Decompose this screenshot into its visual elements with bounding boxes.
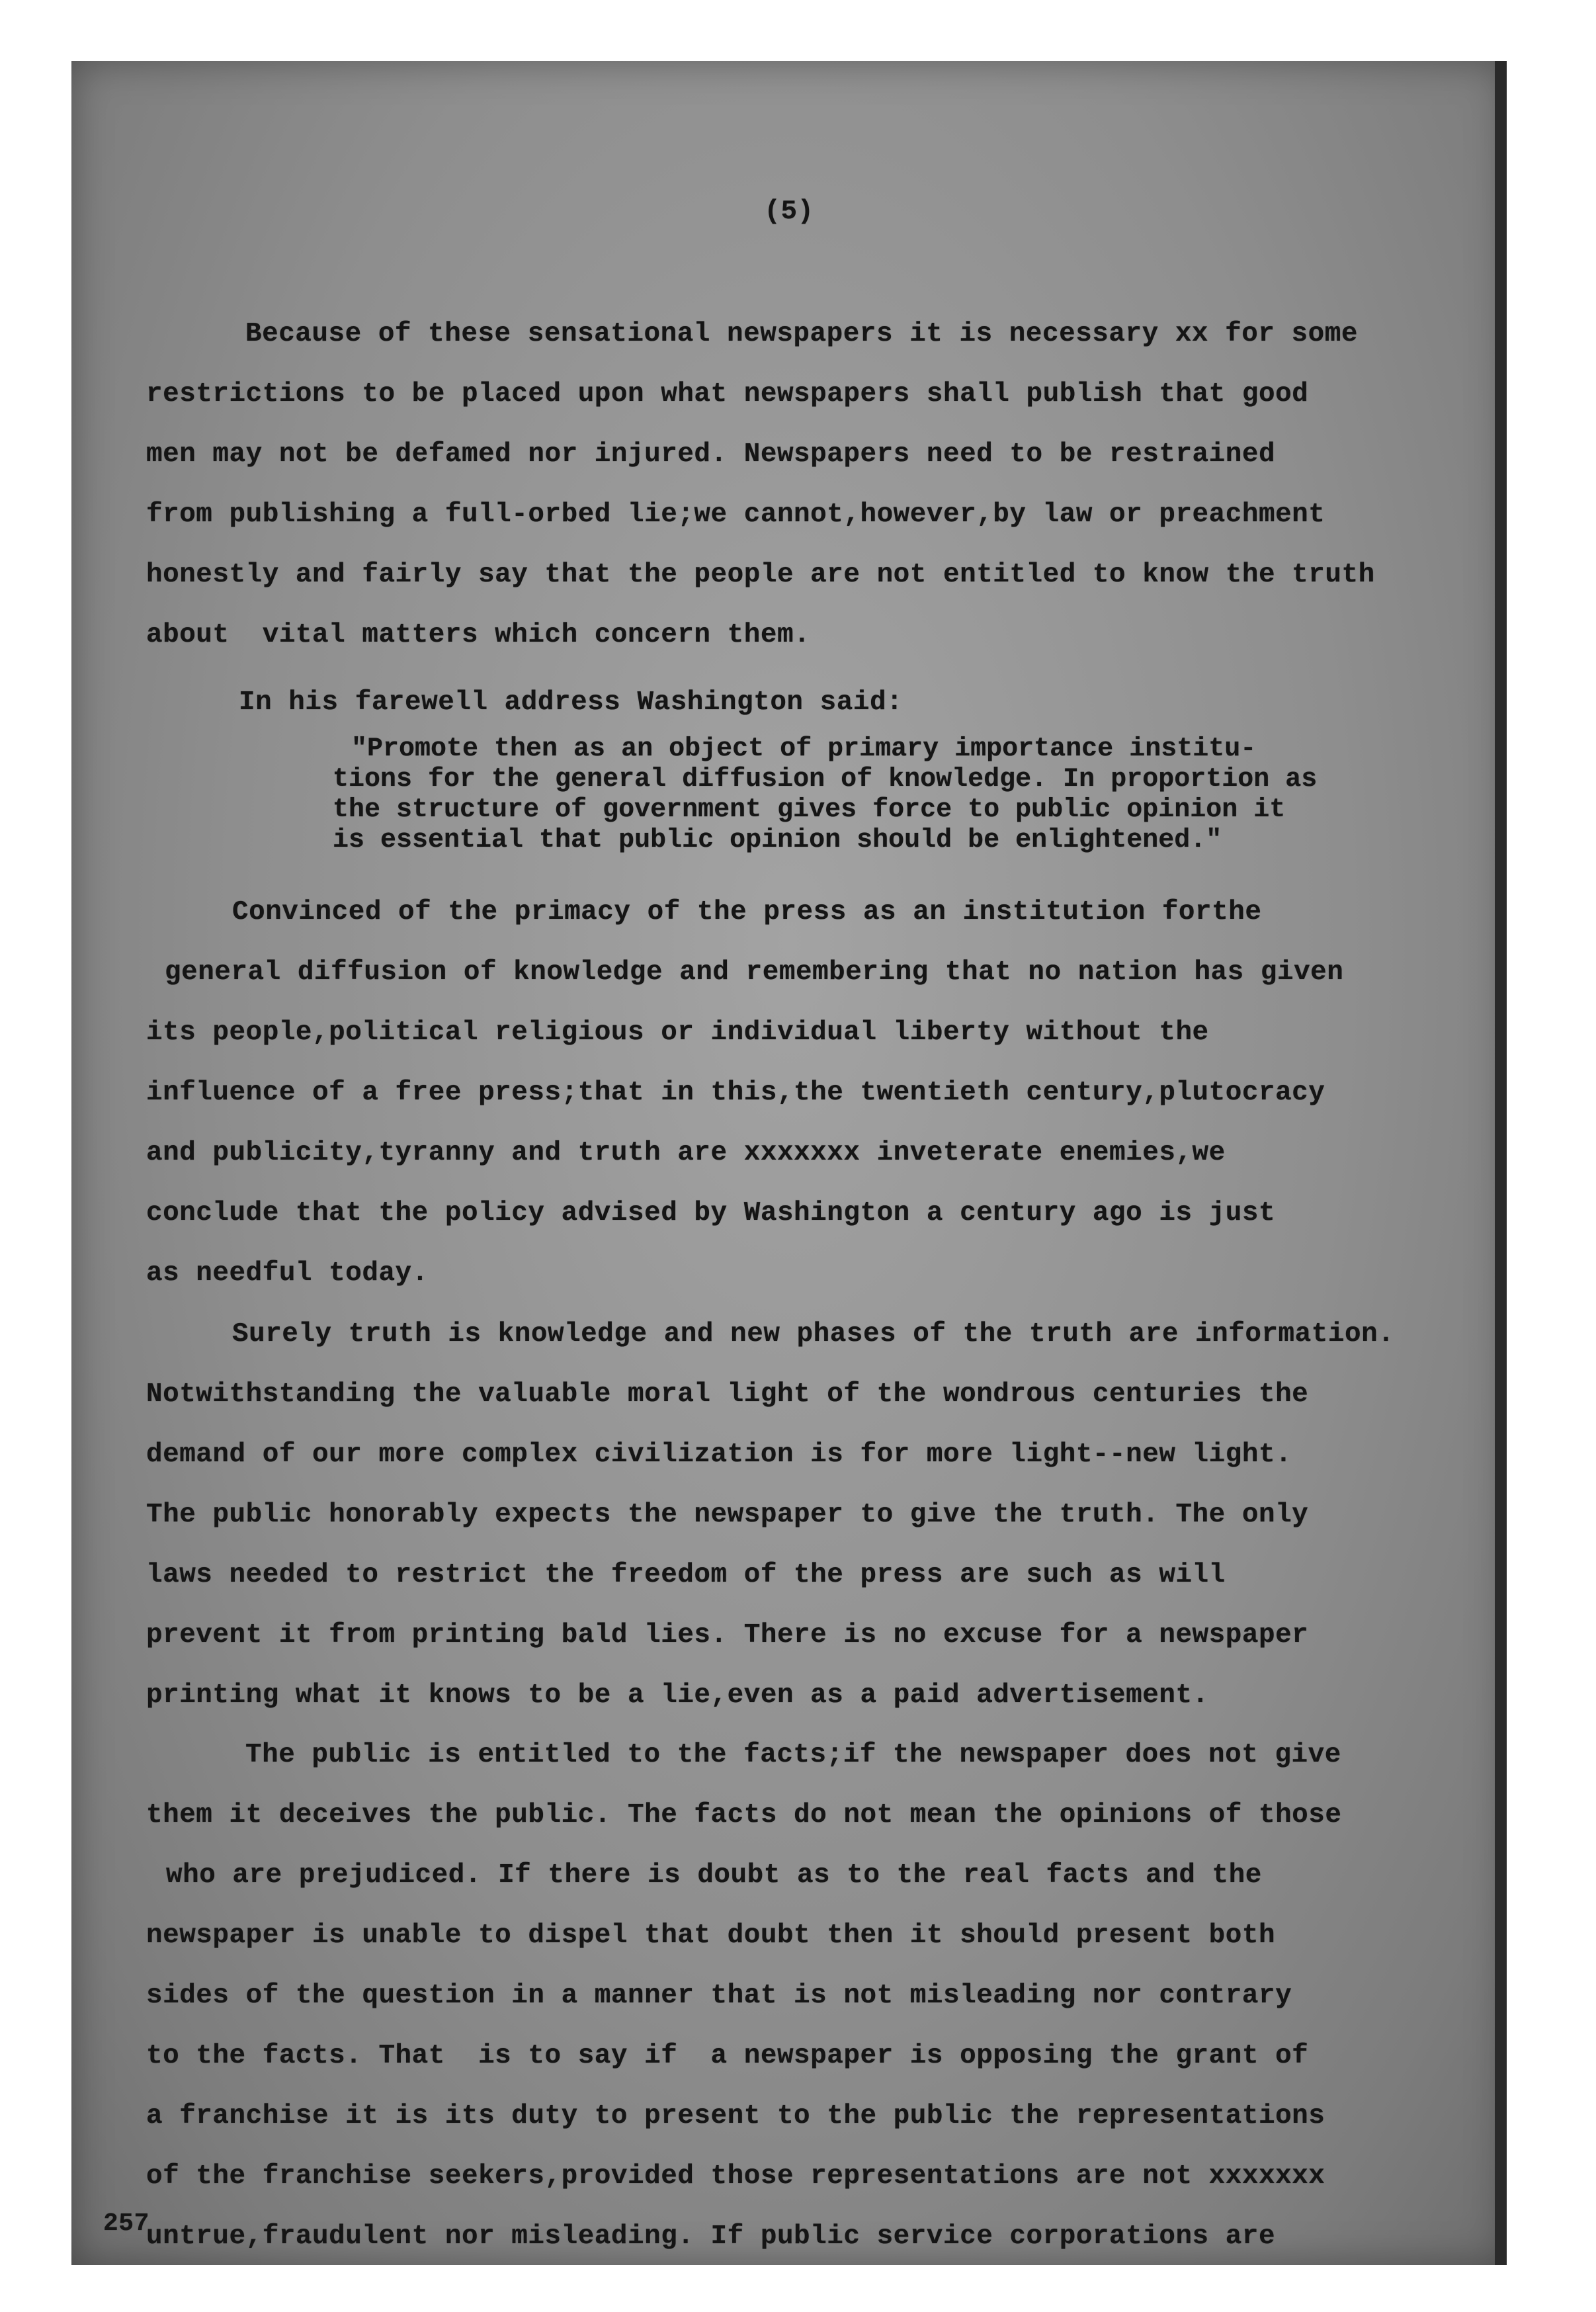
text-line: sides of the question in a manner that is not misleading nor contrary [146, 1981, 1292, 2011]
paragraph-surely-truth [146, 1305, 1489, 1726]
text-line: restrictions to be placed upon what newspapers shall publish that good [146, 379, 1309, 409]
text-line: about vital matters which concern them. [146, 620, 811, 650]
text-line: influence of a free press;that in this,the twentieth century,plutocracy [146, 1078, 1325, 1108]
text-line: as needful today. [146, 1258, 429, 1289]
text-line: In his farewell address Washington said: [239, 687, 903, 718]
text-line: its people,political religious or individual liberty without the [146, 1017, 1209, 1048]
text-line: Because of these sensational newspapers it is necessary xx for some [245, 319, 1358, 349]
text-line: conclude that the policy advised by Washington a century ago is just [146, 1198, 1276, 1228]
paragraph-sensational-newspapers [146, 304, 1489, 665]
text-line: a franchise it is its duty to present to the public the representations [146, 2101, 1325, 2131]
text-line: honestly and fairly say that the people are not entitled to know the truth [146, 560, 1375, 590]
text-line: laws needed to restrict the freedom of the press are such as will [146, 1560, 1226, 1590]
paragraph-farewell-address [146, 673, 1489, 733]
quote-line: tions for the general diffusion of knowledge. In proportion as [333, 765, 1318, 794]
text-line: prevent it from printing bald lies. There is no excuse for a newspaper [146, 1620, 1309, 1650]
text-line: Convinced of the primacy of the press as an institution forthe [232, 897, 1262, 927]
paragraph-public-entitled [146, 1725, 1489, 2265]
text-line: who are prejudiced. If there is doubt as to the real facts and the [166, 1860, 1262, 1891]
quote-line: is essential that public opinion should be enlightened." [333, 826, 1222, 855]
text-line: them it deceives the public. The facts do not mean the opinions of those [146, 1800, 1342, 1830]
text-line: general diffusion of knowledge and remembering that no nation has given [165, 957, 1344, 988]
quote-line: "Promote then as an object of primary importance institu- [351, 734, 1257, 764]
text-line: Notwithstanding the valuable moral light of the wondrous centuries the [146, 1379, 1309, 1410]
text-line: newspaper is unable to dispel that doubt then it should present both [146, 1920, 1276, 1951]
text-line: untrue,fraudulent nor misleading. If public service corporations are [146, 2221, 1276, 2252]
text-line: and publicity,tyranny and truth are xxxxxxx inveterate enemies,we [146, 1138, 1226, 1168]
text-line: Surely truth is knowledge and new phases of the truth are information. [232, 1319, 1395, 1349]
text-line: The public honorably expects the newspaper to give the truth. The only [146, 1500, 1309, 1530]
text-line: men may not be defamed nor injured. Newspapers need to be restrained [146, 439, 1276, 470]
text-line: of the franchise seekers,provided those representations are not xxxxxxx [146, 2161, 1325, 2192]
text-line: The public is entitled to the facts;if the newspaper does not give [245, 1740, 1341, 1770]
paragraph-convinced [146, 882, 1489, 1304]
washington-quote [333, 734, 1470, 856]
quote-line: the structure of government gives force to public opinion it [333, 795, 1286, 825]
archive-page-number: 257 [103, 2209, 149, 2238]
typewritten-page [71, 61, 1507, 2265]
text-line: printing what it knows to be a lie,even as a paid advertisement. [146, 1680, 1209, 1711]
text-line: demand of our more complex civilization is for more light--new light. [146, 1439, 1292, 1470]
text-line: from publishing a full-orbed lie;we cannot,however,by law or preachment [146, 499, 1325, 530]
page-number: (5) [764, 196, 814, 227]
text-line: to the facts. That is to say if a newspaper is opposing the grant of [146, 2041, 1309, 2071]
